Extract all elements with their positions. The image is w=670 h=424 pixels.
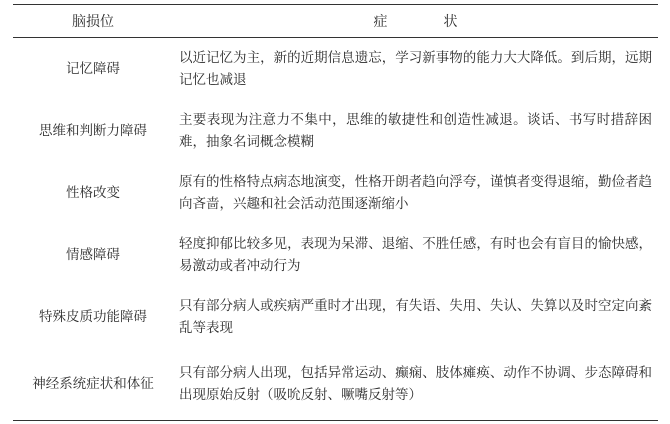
header-row [13,5,658,38]
table-row [13,100,658,162]
row-name: 特殊皮质功能障碍 [39,309,147,325]
table-row [13,286,658,348]
table-row [13,38,658,101]
table-header [13,5,658,38]
row-description: 主要表现为注意力不集中，思维的敏捷性和创造性减退。谈话、书写时措辞困难，抽象名词概念模糊 [179,112,652,150]
row-description: 只有部分病人出现，包括异常运动、癫痫、肢体瘫痪、动作不协调、步态障碍和出现原始反射（吸吮反射、噘嘴反射等） [173,348,658,421]
header-brain-damage: 脑损位 [13,5,173,38]
row-name: 神经系统症状和体征 [13,348,173,421]
row-description: 原有的性格特点病态地演变，性格开朗者趋向浮夸，谨慎者变得退缩，勤俭者趋向吝啬，兴趣和社会活动范围逐渐缩小 [179,174,652,212]
row-description: 只有部分病人或疾病严重时才出现，有失语、失用、失认、失算以及时空定向紊乱等表现 [179,298,652,336]
table-body [13,38,658,421]
table-row [13,162,658,224]
row-name: 性格改变 [66,185,120,201]
row-name: 思维和判断力障碍 [39,123,147,139]
row-description: 轻度抑郁比较多见，表现为呆滞、退缩、不胜任感，有时也会有盲目的愉快感，易激动或者冲动行为 [179,236,652,274]
document-page [13,4,658,414]
row-name: 情感障碍 [66,247,120,263]
table-row [13,348,658,421]
row-name: 记忆障碍 [66,61,120,77]
row-description: 以近记忆为主，新的近期信息遗忘，学习新事物的能力大大降低。到后期，远期记忆也减退 [179,50,652,88]
table-row [13,224,658,286]
header-symptoms: 症状 [173,5,658,38]
symptom-table [13,4,658,421]
